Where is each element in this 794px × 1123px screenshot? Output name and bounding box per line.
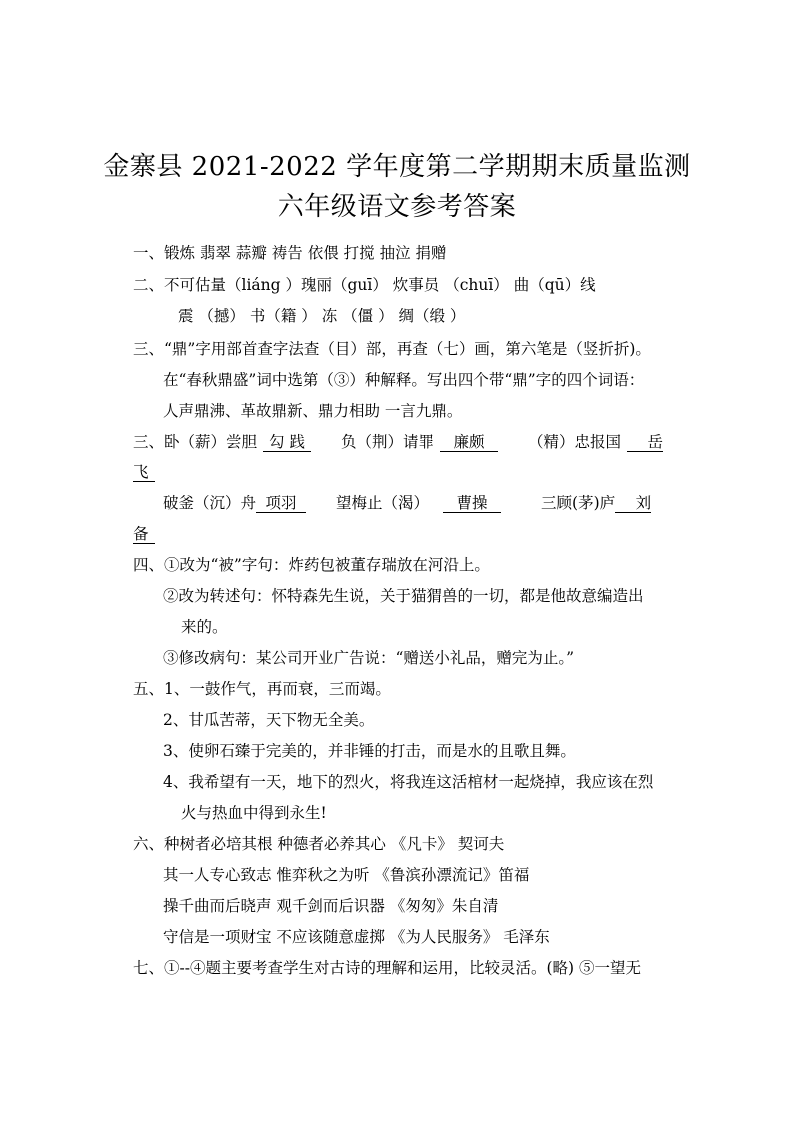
section-6-line-2: 其一人专心致志 惟弈秋之为听 《鲁滨孙漂流记》笛福 (163, 866, 530, 884)
document-subtitle: 六年级语文参考答案 (277, 192, 517, 222)
section-6-line-1: 六、种树者必培其根 种德者必养其心 《凡卡》 契诃夫 (133, 835, 505, 853)
section-3-idioms-line-2 (163, 493, 651, 513)
answer-blank: 项羽 (256, 494, 306, 513)
idiom-prompt: 破釜（沉）舟 (163, 494, 257, 512)
section-4-passive-line: 四、①改为“被”字句：炸药包被董存瑞放在河沿上。 (133, 556, 490, 574)
section-6-line-3: 操千曲而后晓声 观千剑而后识器 《匆匆》朱自清 (163, 897, 499, 915)
answer-blank: 曹操 (443, 494, 501, 513)
idiom-prompt: 三顾(茅)庐 (541, 494, 616, 512)
section-5-item-1: 五、1、一鼓作气，再而衰，三而竭。 (133, 680, 391, 698)
section-5-item-3: 3、使卵石臻于完美的，并非锤的打击，而是水的且歌且舞。 (163, 742, 576, 760)
section-2-words-line: 震 （撼） 书（籍 ） 冻 （僵 ） 绸（缎 ） (178, 307, 466, 325)
answer-blank: 岳 (627, 433, 663, 452)
section-2-pinyin-line: 二、不可估量（liáng ）瑰丽（guī） 炊事员 （chuī） 曲（qū）线 (133, 276, 596, 294)
section-1-answers: 一、锻炼 翡翠 蒜瓣 祷告 依偎 打搅 抽泣 捐赠 (133, 244, 447, 262)
idiom-prompt: 负（荆）请罪 (341, 433, 435, 451)
section-7-line-1: 七、①--④题主要考查学生对古诗的理解和运用，比较灵活。(略) ⑤一望无 (133, 959, 641, 977)
section-5-item-2: 2、甘瓜苦蒂，天下物无全美。 (163, 711, 375, 729)
section-6-line-4: 守信是一项财宝 不应该随意虚掷 《为人民服务》 毛泽东 (163, 928, 550, 946)
idiom-prompt: 三、卧（薪）尝胆 (133, 433, 258, 451)
section-4-reported-wrap: 来的。 (181, 618, 228, 636)
idiom-prompt: 望梅止（渴） (336, 494, 430, 512)
answer-blank: 刘 (615, 494, 651, 513)
section-3-idioms-wrap-2 (133, 524, 155, 544)
section-5-item-4: 4、我希望有一天，地下的烈火，将我连这活棺材一起烧掉，我应该在烈 (163, 773, 654, 791)
section-3-idioms-wrap-1 (133, 462, 155, 482)
section-3-words-line: 人声鼎沸、革故鼎新、鼎力相助 一言九鼎。 (163, 402, 463, 420)
idiom-prompt: （精）忠报国 (528, 433, 622, 451)
section-3-idioms-line-1 (133, 432, 663, 452)
document-title: 金寨县 2021-2022 学年度第二学期期末质量监测 (103, 152, 691, 182)
section-4-reported-line: ②改为转述句：怀特森先生说，关于猫猬兽的一切，都是他故意编造出 (163, 587, 644, 605)
answer-blank: 勾 践 (263, 433, 311, 452)
answer-blank: 廉颇 (440, 433, 498, 452)
answer-blank-continued: 备 (133, 525, 155, 544)
section-3-meaning-line: 在“春秋鼎盛”词中选第（③）种解释。写出四个带“鼎”字的四个词语： (163, 371, 645, 389)
section-5-item-4-wrap: 火与热血中得到永生! (181, 804, 327, 822)
section-3-radical-line: 三、“鼎”字用部首查字法查（目）部，再查（七）画，第六笔是（竖折折)。 (133, 340, 651, 358)
answer-blank-continued: 飞 (133, 463, 155, 482)
section-4-correction-line: ③修改病句：某公司开业广告说：“赠送小礼品，赠完为止。” (163, 649, 575, 667)
